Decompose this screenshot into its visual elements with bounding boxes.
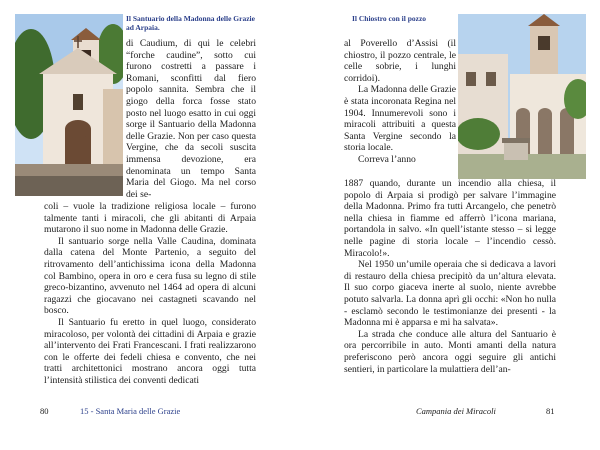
- text-column-narrow: [126, 38, 256, 200]
- paragraph: 1887 quando, durante un incendio alla chiesa, il popolo di Arpaia si prodigò per salvare l’immagine della Madonna. Primo fra tutti Arcangelo, che penetrò nella chiesa in fiamme ed afferrò l’icona mariana, portandola in salvo. «In quell’istante stesso – si legge nelle pagine di storia locale – l’incendio cessò. Miracolo!».: [344, 178, 556, 259]
- paragraph: La strada che conduce alle altura del Santuario è ora percorribile in auto. Monti amanti della natura preferiscono però ancora oggi seguire gli antichi sentieri, in particolare la mulattiera dell’an-: [344, 328, 556, 375]
- text-column-narrow: [344, 38, 456, 166]
- paragraph: coli – vuole la tradizione religiosa locale – furono talmente tanti i miracoli, che gli abitanti di Arpaia mutarono il suo nome in Madonna delle Grazie.: [44, 201, 256, 236]
- paragraph: La Madonna delle Grazie è stata incoronata Regina nel 1904. Innumerevoli sono i miracoli attribuiti a questa Santa Vergine secondo la storia locale.: [344, 84, 456, 154]
- paragraph: Nel 1950 un’umile operaia che si dedicava a lavori di restauro della chiesa precipitò da un’altura elevata. Il suo corpo giaceva inerte al suolo, niente avrebbe potuto salvarla. La donna aprì gli occhi: «Non ho nulla - esclamò secondo le testimonianze dei presenti - la Madonna mi è apparsa e mi ha salvata».: [344, 259, 556, 329]
- page-number: 81: [546, 406, 555, 416]
- paragraph: Correva l’anno: [358, 153, 416, 165]
- church-facade-photo: [15, 14, 123, 196]
- right-page: [300, 0, 600, 450]
- text-column-wide: [344, 178, 556, 375]
- text-column-wide: [44, 201, 256, 387]
- running-footer: 15 - Santa Maria delle Grazie: [80, 406, 181, 416]
- cloister-well-photo: [458, 14, 586, 179]
- paragraph: Il Santuario fu eretto in quel luogo, considerato miracoloso, per volontà dei cittadini di Arpaia e grazie all’intervento dei Frati Francescani. I frati realizzarono con le offerte dei fedeli chiesa e convento, che nei tratti architettonici mostrano ancora oggi tutta l’intensità stilistica dei conventi dedicati: [44, 316, 256, 386]
- photo-caption: Il Santuario della Madonna delle Grazie ad Arpaia.: [126, 14, 255, 32]
- running-footer: Campania dei Miracoli: [416, 406, 496, 416]
- paragraph: di Caudium, di qui le celebri “forche caudine”, sotto cui furono costretti a passare i Romani, sconfitti dal fiero popolo sannita. Sembra che il giogo della forca fosse stato posto nel luogo esatto in cui oggi sorge il Santuario della Madonna delle Grazie. Non per caso questa Vergine, che da secoli suscita immensa devozione, era denominata un tempo Santa Maria del Giogo. Ma nel corso dei se-: [126, 38, 256, 200]
- paragraph: al Poverello d’Assisi (il chiostro, il pozzo centrale, le celle sobrie, i lunghi corridoi).: [344, 38, 456, 84]
- paragraph: Il santuario sorge nella Valle Caudina, dominata dalla catena del Monte Partenio, a seguito del ritrovamento dell’antichissima icona della Madonna col Bambino, opera in oro e cera fusa su legno di stile greco-bizantino, avvenuto nel 1464 ad opera di alcuni ragazzi che giocavano nei castagneti scavando nel bosco.: [44, 235, 256, 317]
- page-number: 80: [40, 406, 49, 416]
- photo-caption: Il Chiostro con il pozzo: [352, 14, 427, 23]
